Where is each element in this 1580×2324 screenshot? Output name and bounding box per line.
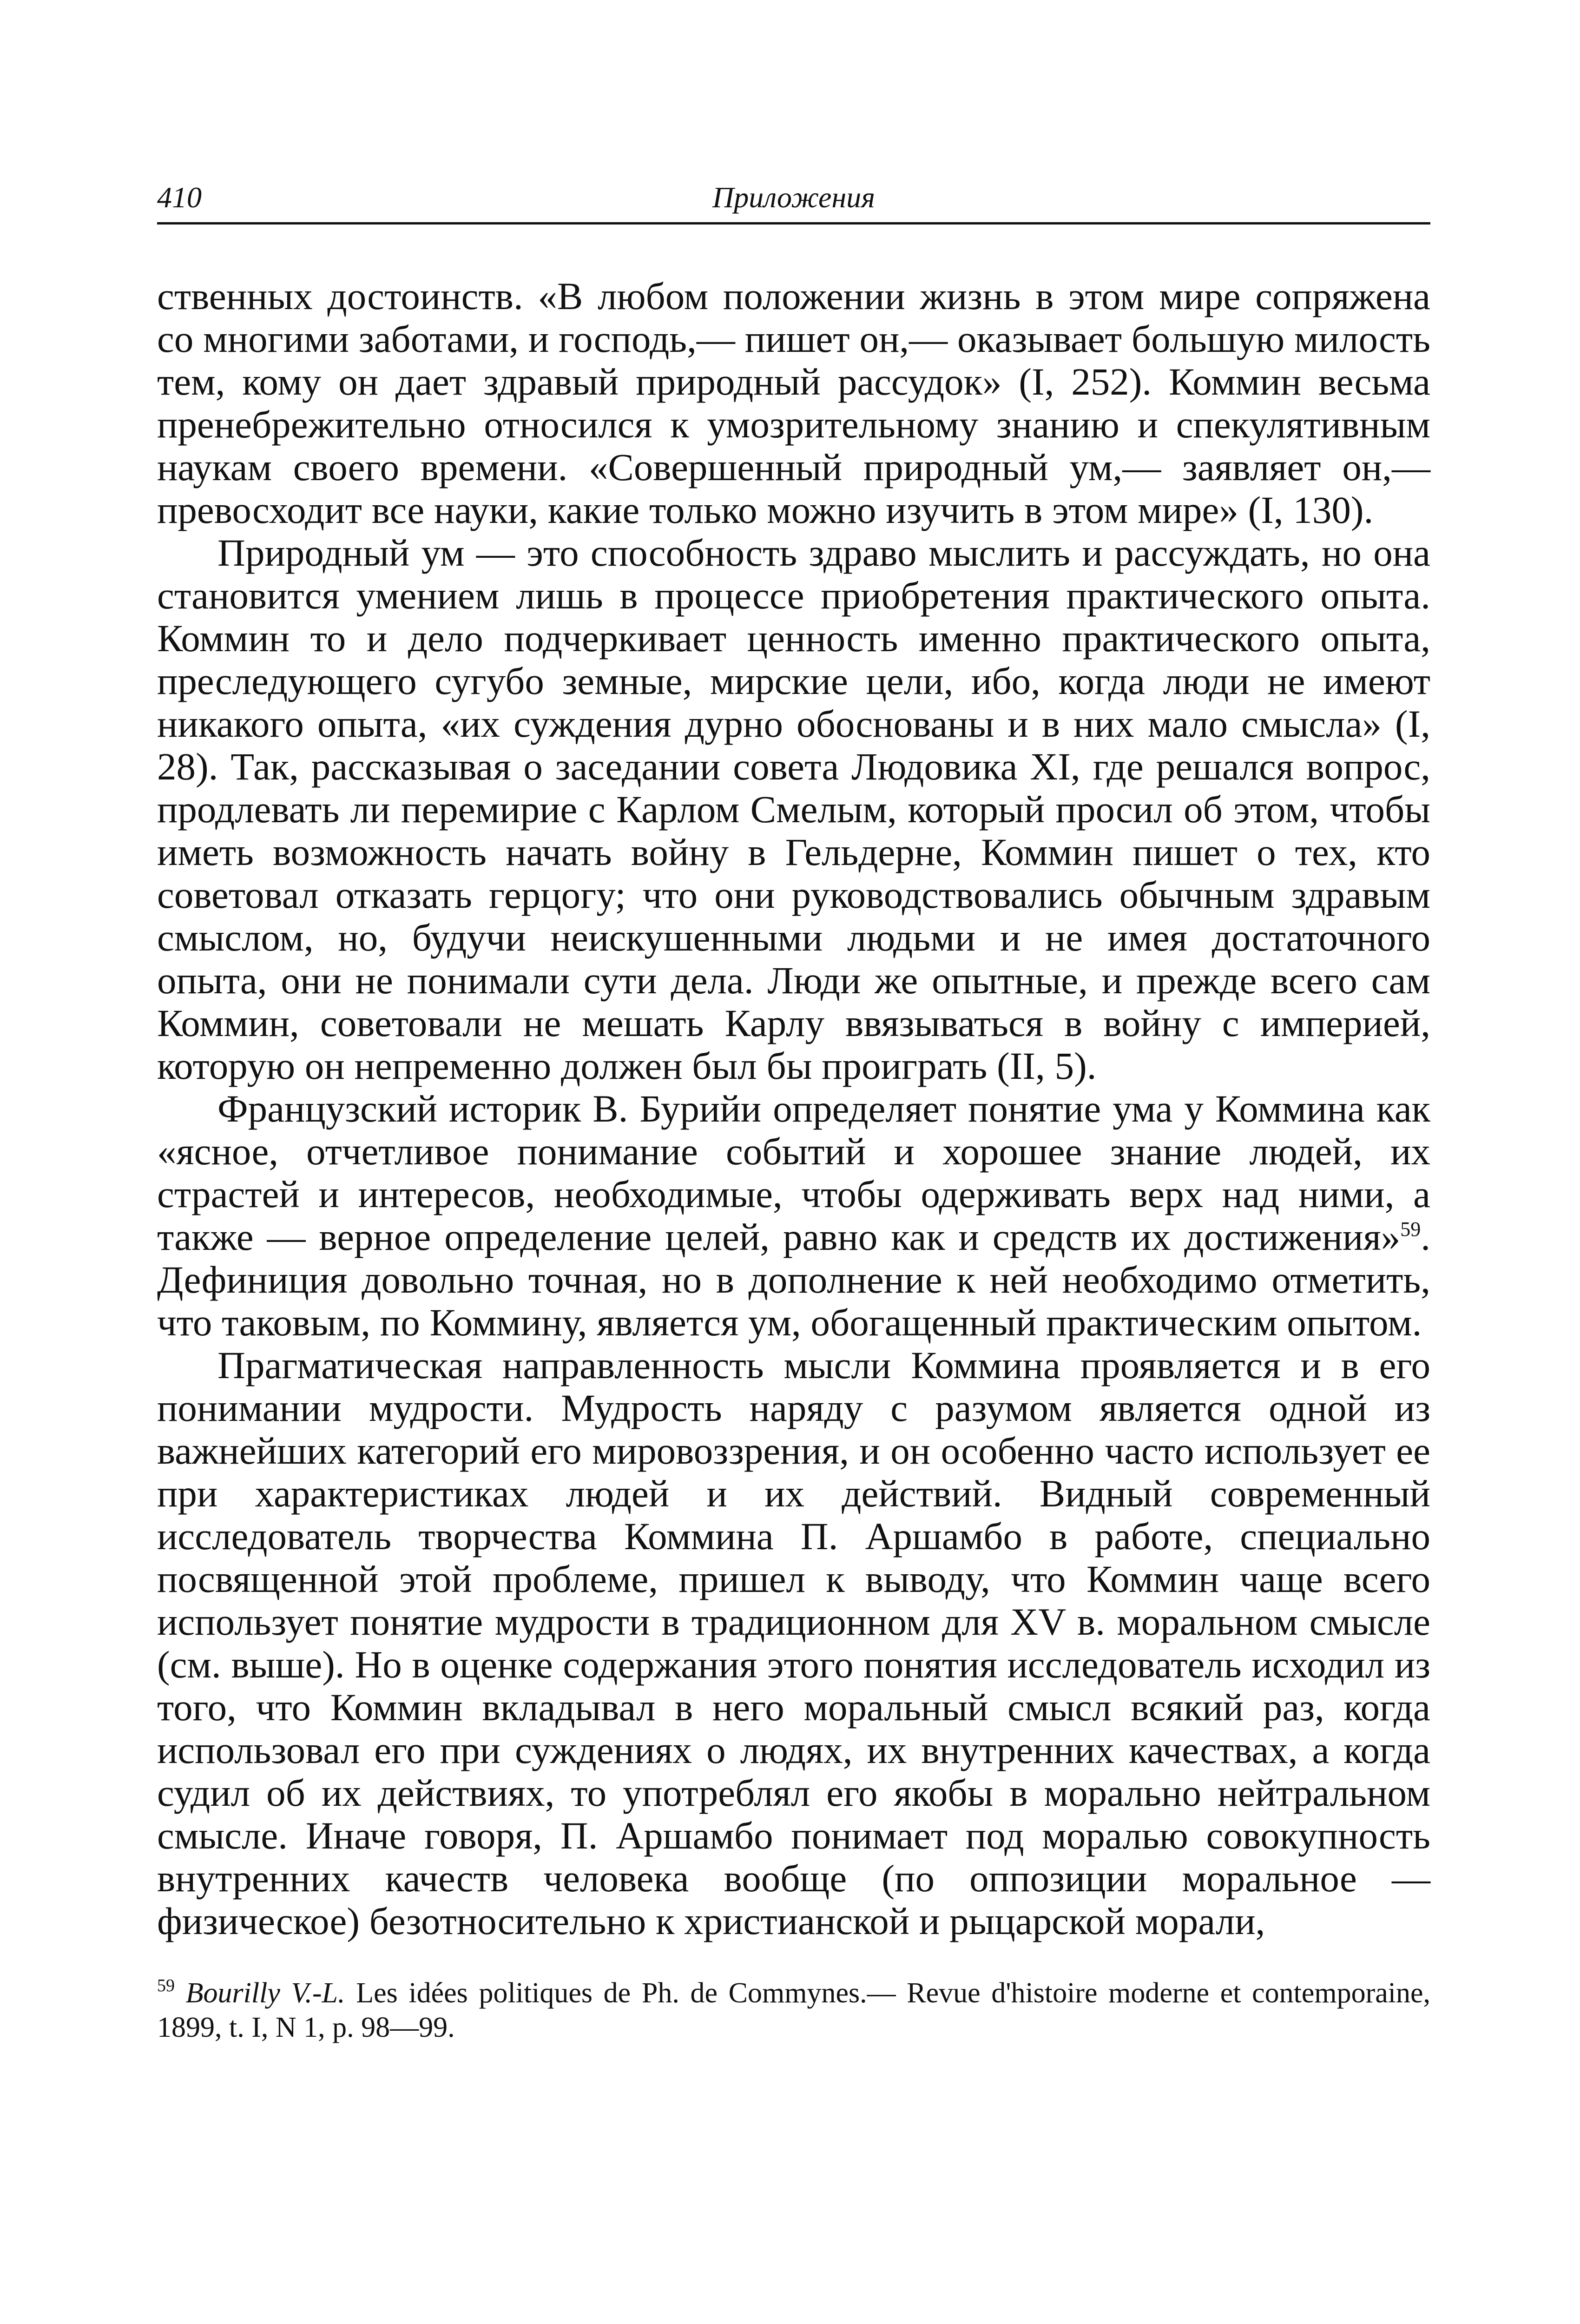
- paragraph-4: Прагматическая направленность мысли Коммина проявляется и в его понимании мудрости. Мудрость наряду с разумом является одной из важнейших категорий его мировоззрения, и он особенно часто использует ее при характеристиках людей и их действий. Видный современный исследователь творчества Коммина П. Аршамбо в работе, специально посвященной этой проблеме, пришел к выводу, что Коммин чаще всего использует понятие мудрости в традиционном для XV в. моральном смысле (см. выше). Но в оценке содержания этого понятия исследователь исходил из того, что Коммин вкладывал в него моральный смысл всякий раз, когда использовал его при суждениях о людях, их внутренних качествах, а когда судил об их действиях, то употреблял его якобы в морально нейтральном смысле. Иначе говоря, П. Аршамбо понимает под моралью совокупность внутренних качеств человека вообще (по оппозиции моральное — физическое) безотносительно к христианской и рыцарской морали,: [157, 1344, 1430, 1942]
- running-head: [157, 177, 1430, 218]
- paragraph-1: ственных достоинств. «В любом положении жизнь в этом мире сопряжена со многими заботами, и господь,— пишет он,— оказывает большую милость тем, кому он дает здравый природный рассудок» (I, 252). Коммин весьма пренебрежительно относился к умозрительному знанию и спекулятивным наукам своего времени. «Совершенный природный ум,— заявляет он,— превосходит все науки, какие только можно изучить в этом мире» (I, 130).: [157, 275, 1430, 531]
- paragraph-3: [157, 1087, 1430, 1344]
- footnote-number: 59: [157, 1976, 175, 1995]
- footnote: [157, 1976, 1430, 2045]
- paragraph-2: Природный ум — это способность здраво мыслить и рассуждать, но она становится умением лишь в процессе приобретения практического опыта. Коммин то и дело подчеркивает ценность именно практического опыта, преследующего сугубо земные, мирские цели, ибо, когда люди не имеют никакого опыта, «их суждения дурно обоснованы и в них мало смысла» (I, 28). Так, рассказывая о заседании совета Людовика XI, где решался вопрос, продлевать ли перемирие с Карлом Смелым, который просил об этом, чтобы иметь возможность начать войну в Гельдерне, Коммин пишет о тех, кто советовал отказать герцогу; что они руководствовались обычным здравым смыслом, но, будучи неискушенными людьми и не имея достаточного опыта, они не понимали сути дела. Люди же опытные, и прежде всего сам Коммин, советовали не мешать Карлу ввязываться в войну с империей, которую он непременно должен был бы проиграть (II, 5).: [157, 531, 1430, 1087]
- footnote-reference[interactable]: 59: [1400, 1218, 1421, 1241]
- body-text: [157, 275, 1430, 1942]
- header-rule: [157, 222, 1430, 224]
- paragraph-3-text-before: Французский историк В. Бурийи определяет понятие ума у Коммина как «ясное, отчетливое понимание событий и хорошее знание людей, их страстей и интересов, необходимые, чтобы одерживать верх над ними, а также — верное определение целей, равно как и средств их достижения»: [157, 1087, 1430, 1258]
- paragraph-3-text-after: . Дефиниция довольно точная, но в дополнение к ней необходимо отметить, что таковым, по Коммину, является ум, обогащенный практическим опытом.: [157, 1215, 1430, 1344]
- section-title: Приложения: [712, 181, 875, 214]
- footnote-author: Bourilly V.-L.: [185, 1977, 345, 2009]
- book-page: [157, 177, 1430, 2045]
- footnote-text: Les idées politiques de Ph. de Commynes.— Revue d'histoire moderne et contemporaine, 1899, t. I, N 1, p. 98—99.: [157, 1977, 1431, 2043]
- page-number: 410: [157, 181, 202, 214]
